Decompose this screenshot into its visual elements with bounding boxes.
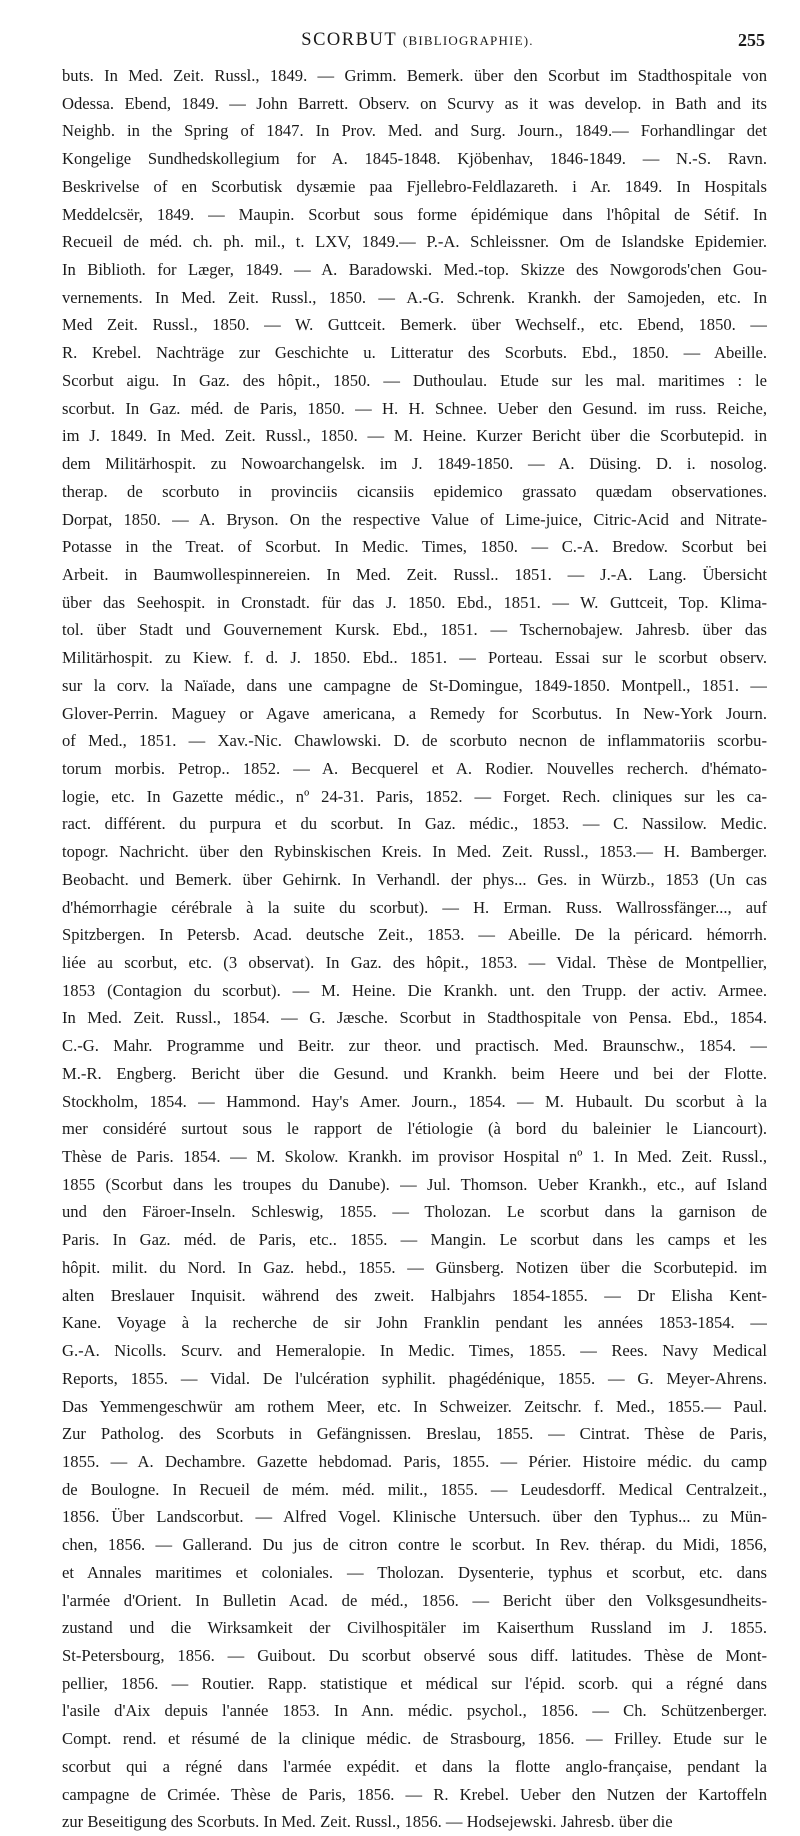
text-line: alten Breslauer Inquisit. während des zweit. Halbjahrs 1854-1855. — Dr Elisha Kent- <box>62 1285 767 1305</box>
page-header <box>70 30 765 54</box>
text-line: In Med. Zeit. Russl., 1854. — G. Jæsche. Scorbut in Stadthospitale von Pensa. Ebd., 1854. <box>62 1008 767 1028</box>
text-line: tol. über Stadt und Gouvernement Kursk. Ebd., 1851. — Tschernobajew. Jahresb. über das <box>62 620 767 640</box>
text-line: topogr. Nachricht. über den Rybinskischen Kreis. In Med. Zeit. Russl., 1853.— H. Bamberger. <box>62 842 767 862</box>
text-line: 1855. — A. Dechambre. Gazette hebdomad. Paris, 1855. — Périer. Histoire médic. du camp <box>62 1451 767 1471</box>
text-line: Spitzbergen. In Petersb. Acad. deutsche Zeit., 1853. — Abeille. De la péricard. hémorrh. <box>62 925 767 945</box>
text-line: St-Petersbourg, 1856. — Guibout. Du scorbut observé sous diff. latitudes. Thèse de Mont- <box>62 1645 767 1665</box>
running-title-main: SCORBUT <box>301 30 397 50</box>
text-line: Das Yemmengeschwür am rothem Meer, etc. In Schweizer. Zeitschr. f. Med., 1855.— Paul. <box>62 1396 767 1416</box>
text-line: hôpit. milit. du Nord. In Gaz. hebd., 1855. — Günsberg. Notizen über die Scorbutepid. im <box>62 1257 767 1277</box>
text-line: et Annales maritimes et coloniales. — Tholozan. Dysenterie, typhus et scorbut, etc. dans <box>62 1562 767 1582</box>
text-line: scorbut. In Gaz. méd. de Paris, 1850. — H. H. Schnee. Ueber den Gesund. im russ. Reiche, <box>62 398 767 418</box>
text-line: G.-A. Nicolls. Scurv. and Hemeralopie. In Medic. Times, 1855. — Rees. Navy Medical <box>62 1341 767 1361</box>
text-line: de Boulogne. In Recueil de mém. méd. milit., 1855. — Leudesdorff. Medical Centralzeit., <box>62 1479 767 1499</box>
text-line: Med Zeit. Russl., 1850. — W. Guttceit. Bemerk. über Wechself., etc. Ebend, 1850. — <box>62 315 767 335</box>
text-line: und den Färoer-Inseln. Schleswig, 1855. — Tholozan. Le scorbut dans la garnison de <box>62 1202 767 1222</box>
text-line: zur Beseitigung des Scorbuts. In Med. Zeit. Russl., 1856. — Hodsejewski. Jahresb. über die <box>62 1812 673 1832</box>
text-line: vernements. In Med. Zeit. Russl., 1850. — A.-G. Schrenk. Krankh. der Samojeden, etc. In <box>62 287 767 307</box>
page-number: 255 <box>738 30 765 50</box>
text-line: chen, 1856. — Gallerand. Du jus de citron contre le scorbut. In Rev. thérap. du Midi, 1856, <box>62 1535 767 1555</box>
text-line: Kongelige Sundhedskollegium for A. 1845-1848. Kjöbenhav, 1846-1849. — N.-S. Ravn. <box>62 149 767 169</box>
text-line: Glover-Perrin. Maguey or Agave americana, a Remedy for Scorbutus. In New-York Journ. <box>62 703 767 723</box>
text-line: 1855 (Scorbut dans les troupes du Danube). — Jul. Thomson. Ueber Krankh., etc., auf Island <box>62 1174 767 1194</box>
bibliography-text <box>62 62 767 1836</box>
text-line: R. Krebel. Nachträge zur Geschichte u. Litteratur des Scorbuts. Ebd., 1850. — Abeille. <box>62 343 767 363</box>
text-line: Zur Patholog. des Scorbuts in Gefängnissen. Breslau, 1855. — Cintrat. Thèse de Paris, <box>62 1424 767 1444</box>
text-line: 1853 (Contagion du scorbut). — M. Heine. Die Krankh. unt. den Trupp. der activ. Armee. <box>62 980 767 1000</box>
text-line: Thèse de Paris. 1854. — M. Skolow. Krankh. im provisor Hospital nº 1. In Med. Zeit. Russl., <box>62 1147 767 1167</box>
text-line: of Med., 1851. — Xav.-Nic. Chawlowski. D. de scorbuto necnon de inflammatoriis scorbu- <box>62 731 767 751</box>
text-line: sur la corv. la Naïade, dans une campagne de St-Domingue, 1849-1850. Montpell., 1851. — <box>62 675 767 695</box>
text-line: Reports, 1855. — Vidal. De l'ulcération syphilit. phagédénique, 1855. — G. Meyer-Ahrens. <box>62 1368 767 1388</box>
text-line: Beskrivelse of en Scorbutisk dysæmie paa Fjellebro-Feldlazareth. i Ar. 1849. In Hospitals <box>62 176 767 196</box>
text-line: im J. 1849. In Med. Zeit. Russl., 1850. — M. Heine. Kurzer Bericht über die Scorbutepid. in <box>62 426 767 446</box>
text-line: Scorbut aigu. In Gaz. des hôpit., 1850. — Duthoulau. Etude sur les mal. maritimes : le <box>62 370 767 390</box>
text-line: Militärhospit. zu Kiew. f. d. J. 1850. Ebd.. 1851. — Porteau. Essai sur le scorbut observ. <box>62 648 767 668</box>
text-line: dem Militärhospit. zu Nowoarchangelsk. im J. 1849-1850. — A. Düsing. D. i. nosolog. <box>62 454 767 474</box>
text-line: Recueil de méd. ch. ph. mil., t. LXV, 1849.— P.-A. Schleissner. Om de Islandske Epidemier. <box>62 232 767 252</box>
text-line: Odessa. Ebend, 1849. — John Barrett. Observ. on Scurvy as it was develop. in Bath and its <box>62 93 767 113</box>
text-line: C.-G. Mahr. Programme und Beitr. zur theor. und practisch. Med. Braunschw., 1854. — <box>62 1036 767 1056</box>
text-line: torum morbis. Petrop.. 1852. — A. Becquerel et A. Rodier. Nouvelles recherch. d'hémato- <box>62 758 767 778</box>
text-line: Arbeit. in Baumwollespinnereien. In Med. Zeit. Russl.. 1851. — J.-A. Lang. Übersicht <box>62 564 767 584</box>
text-line: Meddelcsër, 1849. — Maupin. Scorbut sous forme épidémique dans l'hôpital de Sétif. In <box>62 204 767 224</box>
text-line: zustand und die Wirksamkeit der Civilhospitäler im Kaiserthum Russland im J. 1855. <box>62 1618 767 1638</box>
text-line: therap. de scorbuto in provinciis cicansiis epidemico grassato quædam observationes. <box>62 481 767 501</box>
text-line: mer considéré surtout sous le rapport de l'étiologie (à bord du baleinier le Liancourt). <box>62 1119 767 1139</box>
text-line: scorbut qui a régné dans l'armée expédit. et dans la flotte anglo-française, pendant la <box>62 1756 767 1776</box>
text-line: Neighb. in the Spring of 1847. In Prov. Med. and Surg. Journ., 1849.— Forhandlingar det <box>62 121 767 141</box>
text-line: In Biblioth. for Læger, 1849. — A. Baradowski. Med.-top. Skizze des Nowgorods'chen Gou- <box>62 260 767 280</box>
text-line: Kane. Voyage à la recherche de sir John Franklin pendant les années 1853-1854. — <box>62 1313 767 1333</box>
text-line: l'armée d'Orient. In Bulletin Acad. de méd., 1856. — Bericht über den Volksgesundheits- <box>62 1590 767 1610</box>
text-line: ract. différent. du purpura et du scorbut. In Gaz. médic., 1853. — C. Nassilow. Medic. <box>62 814 767 834</box>
text-line: Paris. In Gaz. méd. de Paris, etc.. 1855. — Mangin. Le scorbut dans les camps et les <box>62 1230 767 1250</box>
text-line: Potasse in the Treat. of Scorbut. In Medic. Times, 1850. — C.-A. Bredow. Scorbut bei <box>62 537 767 557</box>
running-title-subtitle: (BIBLIOGRAPHIE). <box>402 33 534 48</box>
text-line: Compt. rend. et résumé de la clinique médic. de Strasbourg, 1856. — Frilley. Etude sur le <box>62 1729 767 1749</box>
text-line: liée au scorbut, etc. (3 observat). In Gaz. des hôpit., 1853. — Vidal. Thèse de Montpellier, <box>62 953 767 972</box>
text-line: campagne de Crimée. Thèse de Paris, 1856. — R. Krebel. Ueber den Nutzen der Kartoffeln <box>62 1784 767 1804</box>
text-line: buts. In Med. Zeit. Russl., 1849. — Grimm. Bemerk. über den Scorbut im Stadthospitale von <box>62 66 767 85</box>
text-line: pellier, 1856. — Routier. Rapp. statistique et médical sur l'épid. scorb. qui a régné dans <box>62 1673 767 1693</box>
running-title <box>70 30 765 51</box>
text-line: Stockholm, 1854. — Hammond. Hay's Amer. Journ., 1854. — M. Hubault. Du scorbut à la <box>62 1091 767 1111</box>
text-line: Dorpat, 1850. — A. Bryson. On the respective Value of Lime-juice, Citric-Acid and Nitrate- <box>62 509 767 529</box>
text-line: M.-R. Engberg. Bericht über die Gesund. und Krankh. beim Heere und bei der Flotte. <box>62 1063 767 1083</box>
text-line: Beobacht. und Bemerk. über Gehirnk. In Verhandl. der phys... Ges. in Würzb., 1853 (Un cas <box>62 869 767 889</box>
text-line: d'hémorrhagie cérébrale à la suite du scorbut). — H. Erman. Russ. Wallrossfänger..., auf <box>62 897 767 917</box>
text-line: logie, etc. In Gazette médic., nº 24-31. Paris, 1852. — Forget. Rech. cliniques sur les ca- <box>62 786 767 806</box>
text-line: über das Seehospit. in Cronstadt. für das J. 1850. Ebd., 1851. — W. Guttceit, Top. Klima- <box>62 592 767 612</box>
text-line: 1856. Über Landscorbut. — Alfred Vogel. Klinische Untersuch. über den Typhus... zu Mün- <box>62 1507 767 1527</box>
text-line: l'asile d'Aix depuis l'année 1853. In Ann. médic. psychol., 1856. — Ch. Schützenberger. <box>62 1701 767 1721</box>
